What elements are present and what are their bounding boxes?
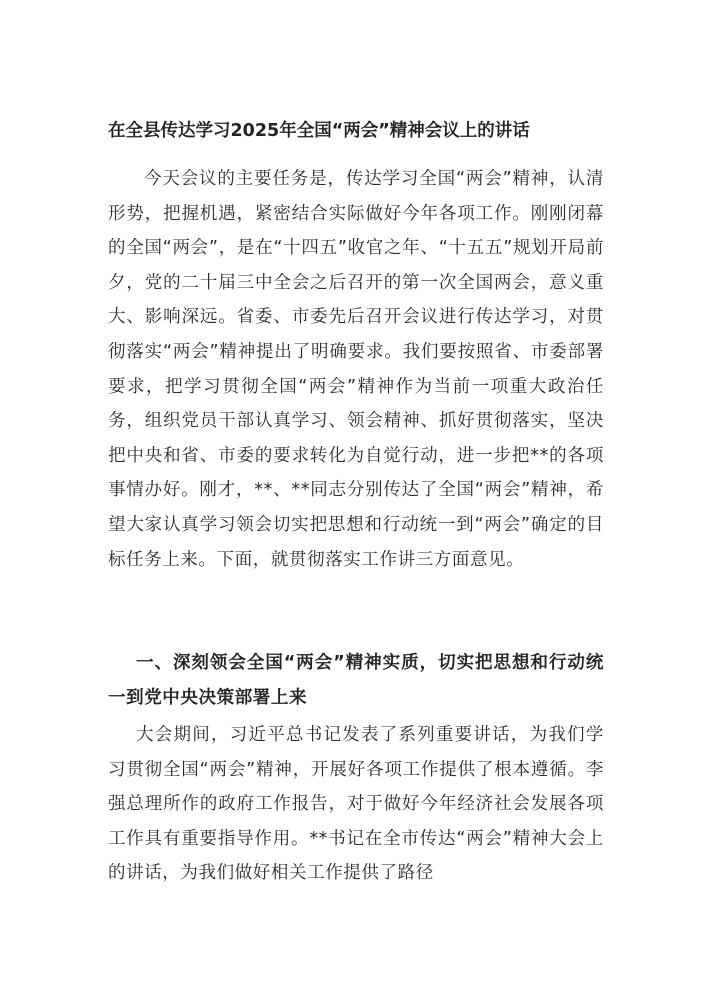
section-heading-1: 一、深刻领会全国“两会”精神实质，切实把思想和行动统一到党中央决策部署上来 <box>108 653 604 708</box>
document-title: 在全县传达学习2025年全国“两会”精神会议上的讲话 <box>108 121 530 141</box>
body-paragraph-section-1: 大会期间，习近平总书记发表了系列重要讲话，为我们学习贯彻全国“两会”精神，开展好各项工作提供了根本遵循。李强总理所作的政府工作报告，对于做好今年经济社会发展各项工作具有重要指导作用。**书记在全市传达“两会”精神大会上的讲话，为我们做好相关工作提供了路径 <box>108 725 604 884</box>
body-paragraph-intro: 今天会议的主要任务是，传达学习全国“两会”精神，认清形势，把握机遇，紧密结合实际做好今年各项工作。刚刚闭幕的全国“两会”，是在“十四五”收官之年、“十五五”规划开局前夕，党的二十届三中全会之后召开的第一次全国两会，意义重大、影响深远。省委、市委先后召开会议进行传达学习，对贯彻落实“两会”精神提出了明确要求。我们要按照省、市委部署要求，把学习贯彻全国“两会”精神作为当前一项重大政治任务，组织党员干部认真学习、领会精神、抓好贯彻落实，坚决把中央和省、市委的要求转化为自觉行动，进一步把**的各项事情办好。刚才，**、**同志分别传达了全国“两会”精神，希望大家认真学习领会切实把思想和行动统一到“两会”确定的目标任务上来。下面，就贯彻落实工作讲三方面意见。 <box>108 169 604 570</box>
